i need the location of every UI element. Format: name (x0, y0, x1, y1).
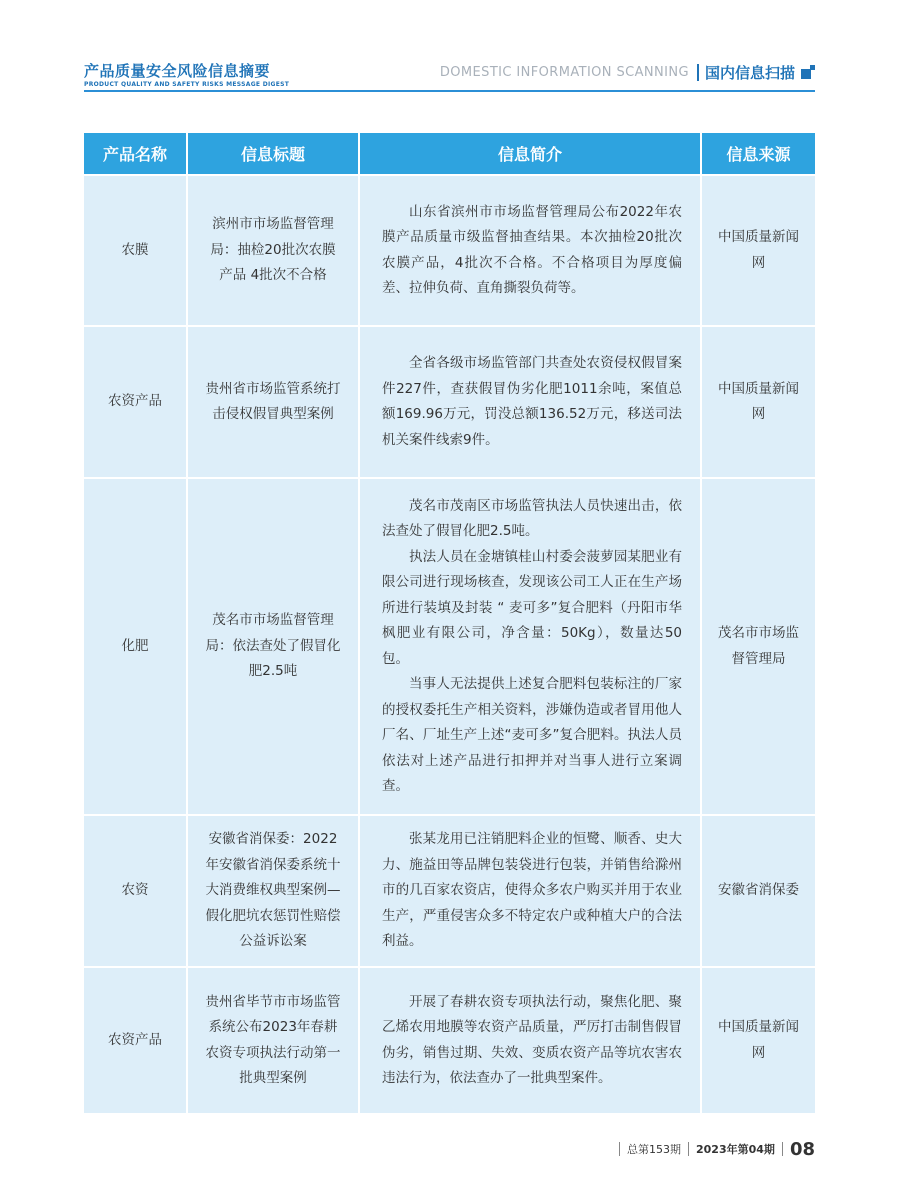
header-product-name: 产品名称 (84, 133, 187, 175)
info-source-cell: 安徽省消保委 (701, 815, 815, 967)
info-source-cell: 中国质量新闻网 (701, 326, 815, 478)
page-footer (612, 1138, 815, 1160)
summary-paragraph: 开展了春耕农资专项执法行动，聚焦化肥、聚乙烯农用地膜等农资产品质量，严厉打击制售假冒伪劣，销售过期、失效、变质农资产品等坑农害农违法行为，依法查办了一批典型案件。 (382, 993, 682, 1086)
product-name-cell: 农资产品 (84, 967, 187, 1113)
info-summary-cell (359, 478, 701, 815)
info-summary-cell (359, 967, 701, 1113)
table-row (84, 175, 815, 326)
table-header-row (84, 133, 815, 175)
header-rule (84, 90, 815, 92)
page-number: 08 (789, 1138, 815, 1160)
summary-paragraph: 山东省滨州市市场监督管理局公布2022年农膜产品质量市级监督抽查结果。本次抽检20批次农膜产品，4批次不合格。不合格项目为厚度偏差、拉伸负荷、直角撕裂负荷等。 (382, 203, 682, 296)
info-table (84, 133, 815, 1113)
info-summary-cell (359, 175, 701, 326)
section-title-en: DOMESTIC INFORMATION SCANNING (439, 64, 689, 80)
info-summary-cell (359, 815, 701, 967)
issue-number: 2023年第04期 (696, 1143, 775, 1156)
info-title-cell: 贵州省毕节市市场监管系统公布2023年春耕农资专项执法行动第一批典型案例 (187, 967, 359, 1113)
table-row (84, 815, 815, 967)
summary-paragraph: 张某龙用已注销肥料企业的恒鹭、顺香、史大力、施益田等品牌包装袋进行包装，并销售给滁州市的几百家农资店，使得众多农户购买并用于农业生产，严重侵害众多不特定农户或种植大户的合法利益。 (382, 831, 682, 950)
info-title-cell: 茂名市市场监督管理局：依法查处了假冒化肥2.5吨 (187, 478, 359, 815)
info-source-cell: 中国质量新闻网 (701, 175, 815, 326)
total-issue-number: 总第153期 (627, 1143, 681, 1156)
info-summary-cell (359, 326, 701, 478)
footer-divider (782, 1142, 783, 1156)
section-divider (697, 64, 699, 81)
summary-paragraph: 执法人员在金塘镇桂山村委会菠萝园某肥业有限公司进行现场核查，发现该公司工人正在生产场所进行装填及封装 “ 麦可多”复合肥料（丹阳市华枫肥业有限公司，净含量：50Kg），数量达50包。 (382, 548, 682, 667)
table-row (84, 326, 815, 478)
info-source-cell: 中国质量新闻网 (701, 967, 815, 1113)
info-title-cell: 安徽省消保委：2022年安徽省消保委系统十大消费维权典型案例—假化肥坑农惩罚性赔偿公益诉讼案 (187, 815, 359, 967)
footer-divider (688, 1142, 689, 1156)
info-title-cell: 滨州市市场监督管理局：抽检20批次农膜产品 4批次不合格 (187, 175, 359, 326)
product-name-cell: 农膜 (84, 175, 187, 326)
footer-divider (619, 1142, 620, 1156)
section-label (440, 62, 815, 82)
section-title-cn: 国内信息扫描 (704, 63, 795, 82)
header-info-summary: 信息简介 (359, 133, 701, 175)
summary-paragraph: 当事人无法提供上述复合肥料包装标注的厂家的授权委托生产相关资料，涉嫌伪造或者冒用他人厂名、厂址生产上述“麦可多”复合肥料。执法人员依法对上述产品进行扣押并对当事人进行立案调查。 (382, 676, 682, 794)
info-source-cell: 茂名市市场监督管理局 (701, 478, 815, 815)
table-row (84, 967, 815, 1113)
info-title-cell: 贵州省市场监管系统打击侵权假冒典型案例 (187, 326, 359, 478)
header-info-source: 信息来源 (701, 133, 815, 175)
publication-title: 产品质量安全风险信息摘要 (84, 62, 271, 80)
product-name-cell: 农资 (84, 815, 187, 967)
table-row (84, 478, 815, 815)
section-corner-icon (801, 65, 815, 79)
summary-paragraph: 全省各级市场监管部门共查处农资侵权假冒案件227件，查获假冒伪劣化肥1011余吨，案值总额169.96万元，罚没总额136.52万元，移送司法机关案件线索9件。 (382, 355, 682, 448)
header-info-title: 信息标题 (187, 133, 359, 175)
page-header (84, 56, 815, 98)
publication-title-block (84, 62, 289, 89)
publication-subtitle: PRODUCT QUALITY AND SAFETY RISKS MESSAGE DIGEST (84, 81, 290, 88)
product-name-cell: 农资产品 (84, 326, 187, 478)
summary-paragraph: 茂名市茂南区市场监管执法人员快速出击，依法查处了假冒化肥2.5吨。 (382, 497, 682, 539)
product-name-cell: 化肥 (84, 478, 187, 815)
